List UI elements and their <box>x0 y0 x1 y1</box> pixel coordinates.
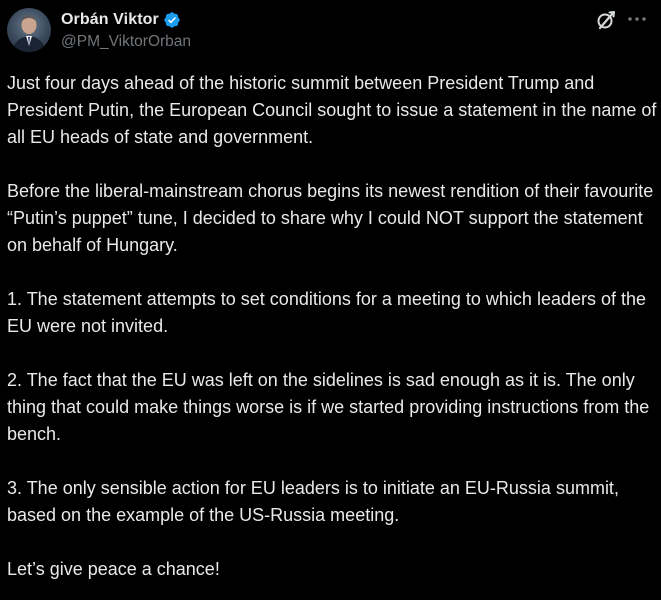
tweet-paragraph: 2. The fact that the EU was left on the sidelines is sad enough as it is. The only thing that could make things worse is if we started providing instructions from the bench. <box>7 370 650 444</box>
verified-badge-icon <box>163 11 181 29</box>
tweet-header <box>0 0 661 64</box>
grok-icon[interactable] <box>594 8 618 32</box>
tweet-paragraph: 1. The statement attempts to set conditions for a meeting to which leaders of the EU were not invited. <box>7 289 647 336</box>
tweet-paragraph: Let’s give peace a chance! <box>7 559 220 579</box>
author-handle[interactable]: @PM_ViktorOrban <box>61 33 192 50</box>
avatar-portrait-icon <box>7 8 51 52</box>
tweet-text <box>7 70 661 583</box>
tweet-paragraph: Just four days ahead of the historic summit between President Trump and President Putin, the European Council sought to issue a statement in the name of all EU heads of state and government. <box>7 73 657 147</box>
author-display-name[interactable]: Orbán Viktor <box>61 11 159 28</box>
avatar[interactable] <box>7 8 51 52</box>
tweet-paragraph: 3. The only sensible action for EU leaders is to initiate an EU-Russia summit, based on the example of the US-Russia meeting. <box>7 478 619 525</box>
tweet-paragraph: Before the liberal-mainstream chorus begins its newest rendition of their favourite “Putin’s puppet” tune, I decided to share why I could NOT support the statement on behalf of Hungary. <box>7 181 654 255</box>
more-icon[interactable] <box>624 6 650 32</box>
